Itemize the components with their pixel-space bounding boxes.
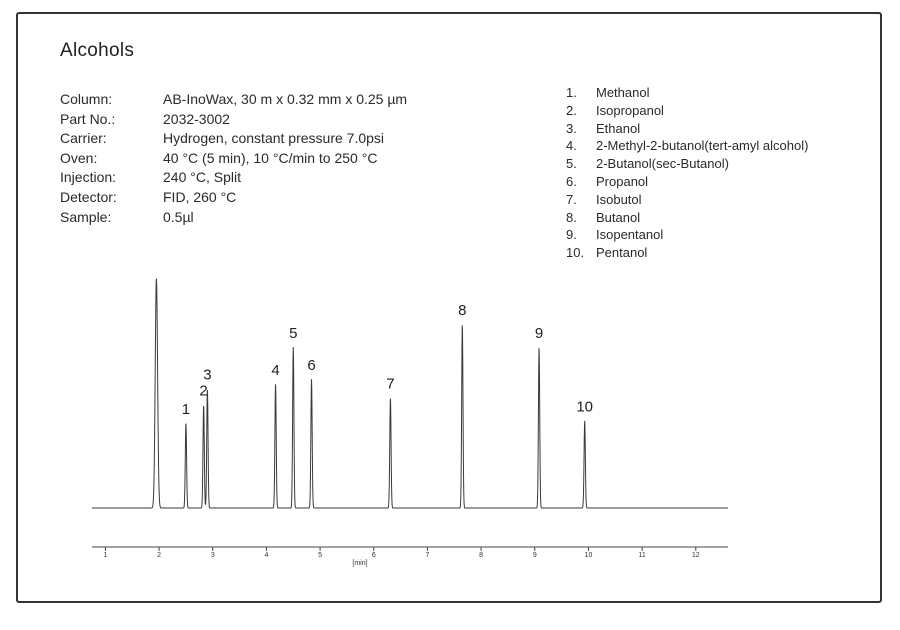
x-tick-label: 10 [584,552,593,559]
param-value: 40 °C (5 min), 10 °C/min to 250 °C [163,149,378,166]
x-tick-label: 8 [479,552,484,559]
legend-compound: 2-Butanol(sec-Butanol) [596,156,729,172]
param-value: 2032-3002 [163,110,230,127]
legend-number: 8. [566,209,577,225]
peak-label: 3 [203,366,212,384]
legend-number: 1. [566,85,577,100]
legend-compound: 2-Methyl-2-butanol(tert-amyl alcohol) [596,138,809,154]
legend-compound: Isobutol [596,191,642,207]
param-label: Carrier: [60,130,107,147]
peak-label: 2 [199,382,208,400]
peak-label: 5 [289,325,298,342]
param-value: 0.5µl [163,208,194,225]
param-value: 240 °C, Split [163,169,241,186]
legend-compound: Ethanol [596,120,641,136]
x-tick-label: 2 [157,552,162,559]
legend-number: 4. [566,138,577,154]
legend-number: 10. [566,245,585,261]
x-tick-label: 11 [638,552,646,559]
param-label: Injection: [60,169,117,186]
chromatogram-trace [92,279,728,508]
peak-label: 9 [534,325,544,342]
param-label: Oven: [60,149,98,166]
x-tick-label: 1 [103,552,108,559]
legend-compound: Isopentanol [596,227,664,243]
param-label: Column: [60,91,113,107]
x-tick-label: 6 [371,552,376,559]
x-tick-label: 7 [425,552,430,559]
x-tick-label: 12 [691,552,700,559]
legend-compound: Pentanol [596,245,648,261]
peak-label: 10 [576,398,594,416]
peak-label: 8 [458,302,467,319]
param-value: FID, 260 °C [163,188,237,205]
x-tick-label: 4 [264,552,269,559]
x-tick-label: 3 [210,552,215,559]
peak-label: 6 [307,357,316,375]
peak-label: 7 [386,375,395,393]
legend-number: 7. [566,191,577,207]
legend-compound: Methanol [596,85,650,100]
legend-number: 2. [566,102,577,118]
x-axis-label: [min] [352,560,368,567]
legend-number: 9. [566,227,577,243]
legend-number: 5. [566,156,577,172]
peak-label: 1 [181,400,191,418]
legend-compound: Isopropanol [596,102,664,118]
x-tick-label: 5 [318,552,323,559]
legend-number: 3. [566,120,577,136]
peak-label: 4 [271,361,280,379]
param-label: Sample: [60,208,112,225]
legend-compound: Butanol [596,209,641,225]
legend-number: 6. [566,173,577,189]
page-title: Alcohols [60,40,135,61]
param-label: Part No.: [60,110,116,127]
param-label: Detector: [60,188,117,205]
param-value: AB-InoWax, 30 m x 0.32 mm x 0.25 µm [163,91,408,107]
param-value: Hydrogen, constant pressure 7.0psi [163,130,385,147]
x-tick-label: 9 [532,552,537,559]
legend-compound: Propanol [596,173,649,189]
